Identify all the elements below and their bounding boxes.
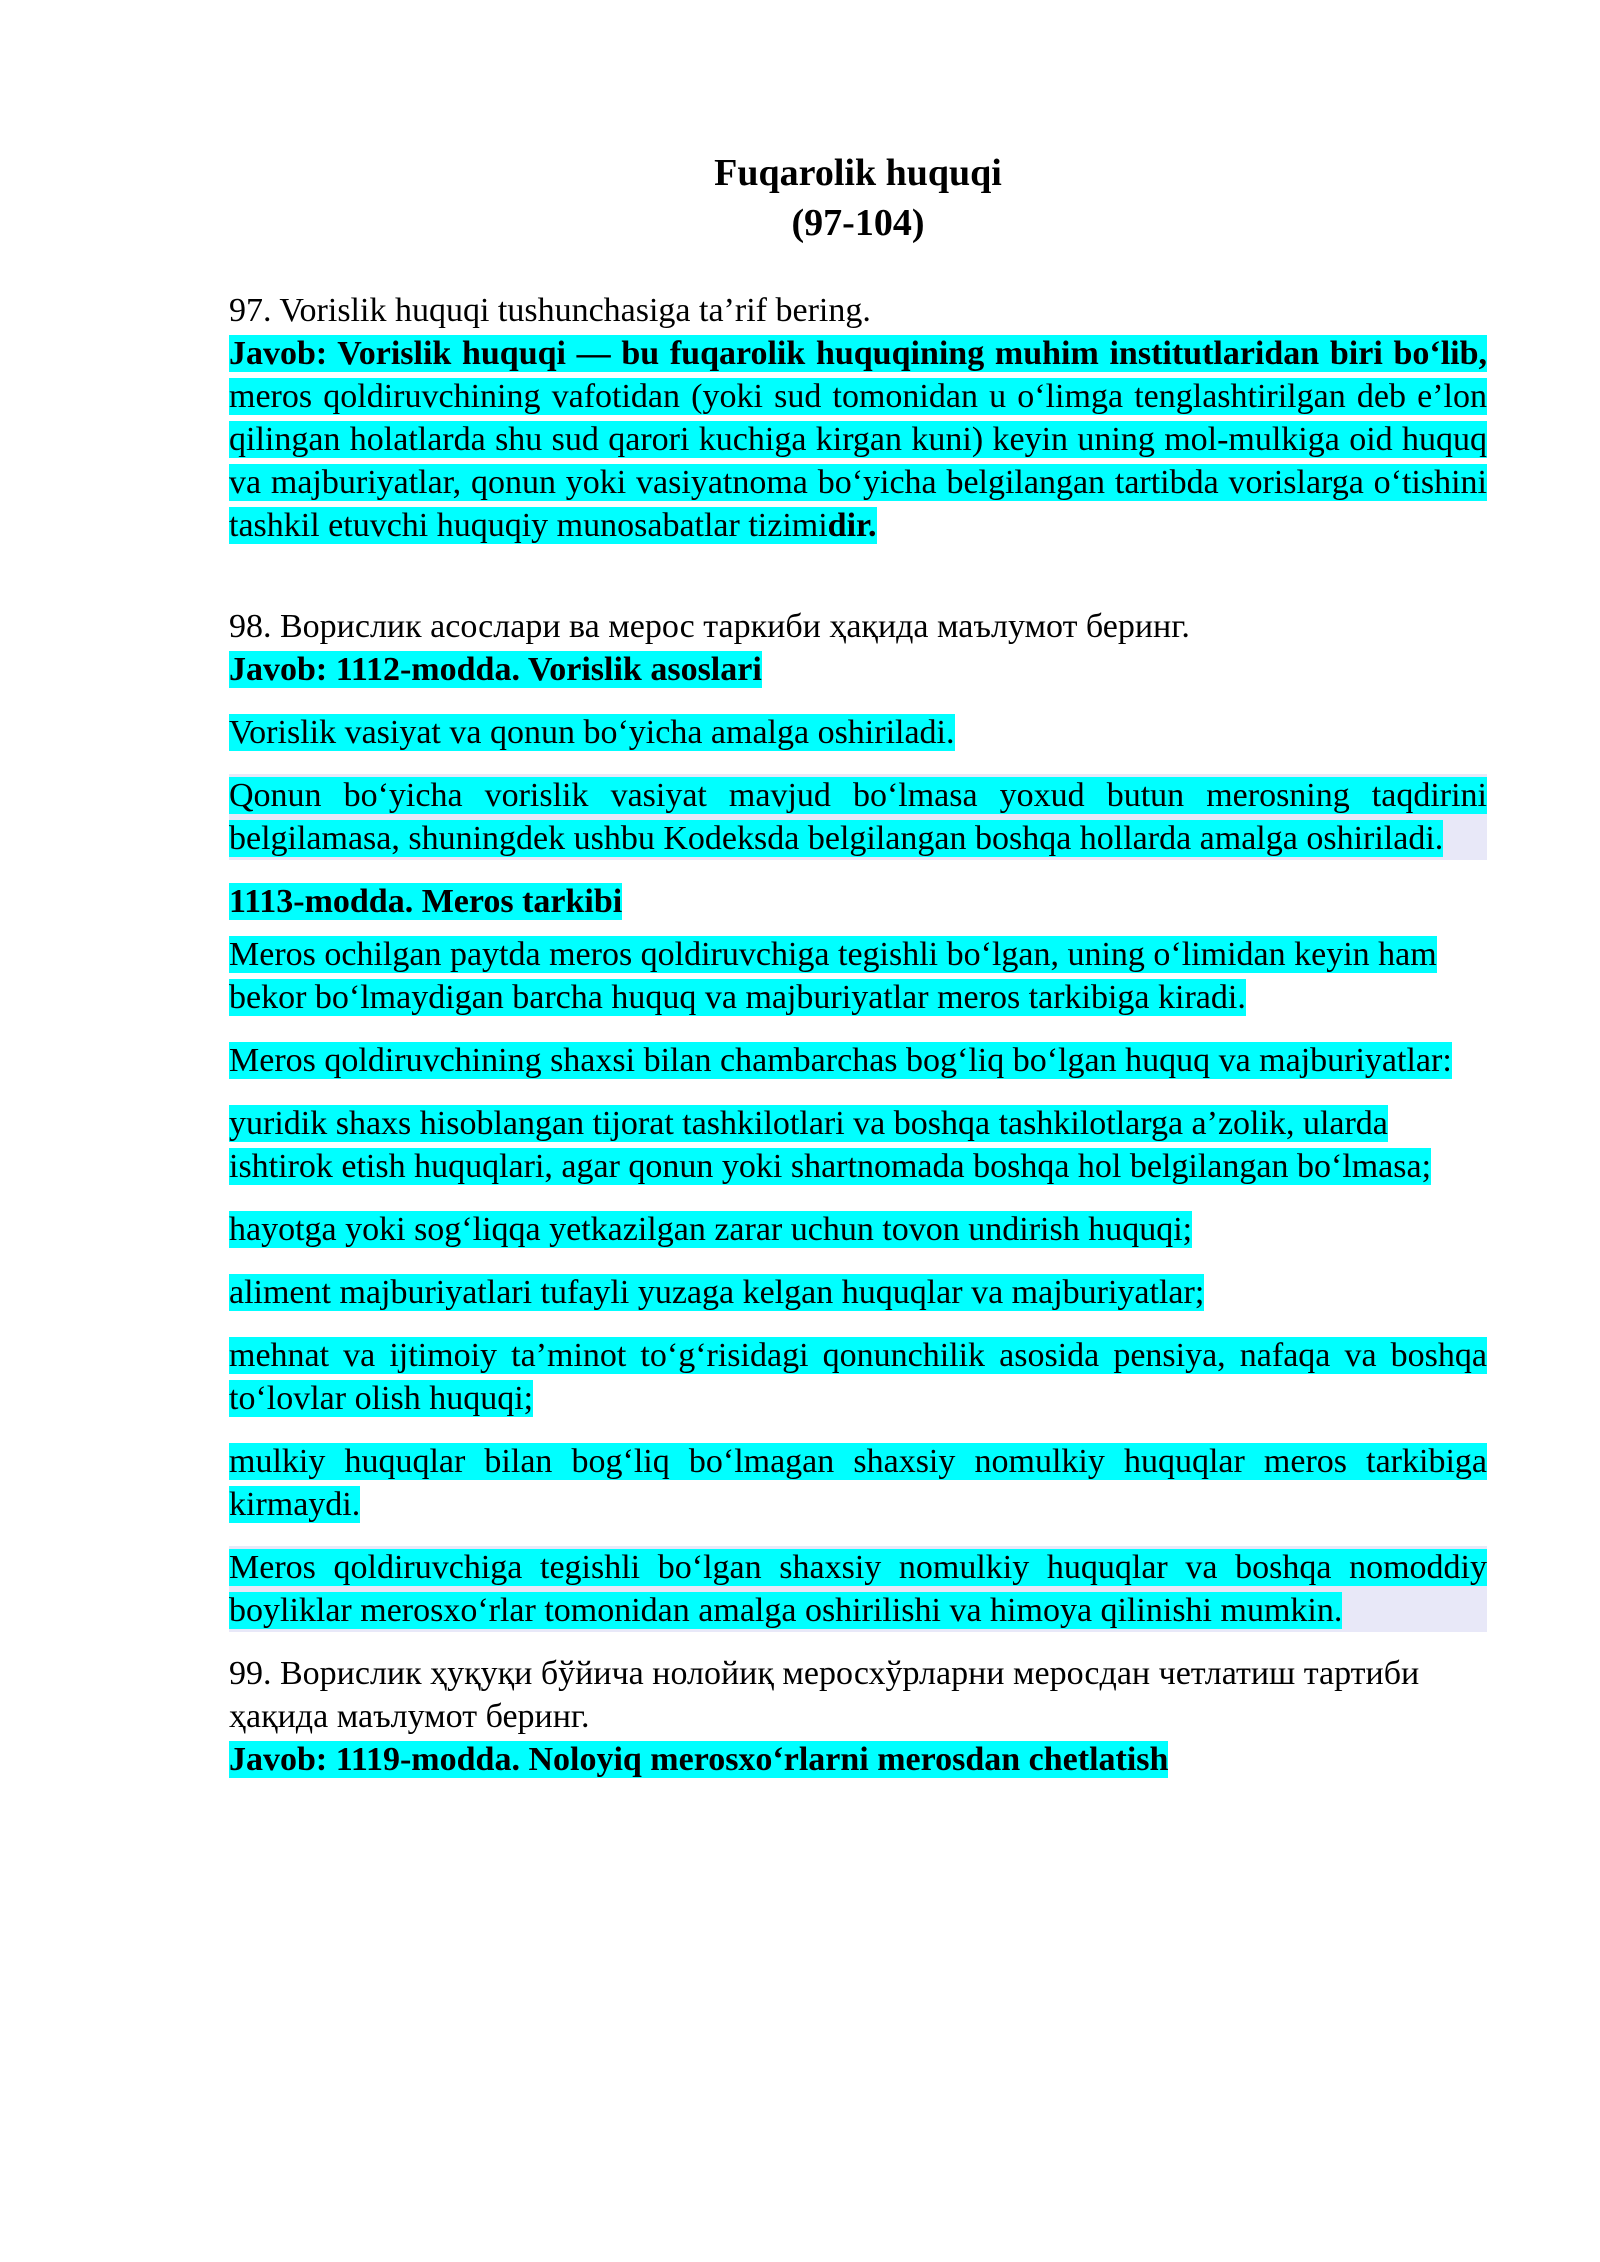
paragraph-98-7 [229,1271,1487,1314]
answer-99-heading [229,1738,1487,1781]
answer-97 [229,332,1487,547]
question-97: 97. Vorislik huquqi tushunchasiga ta’rif bering. [229,292,871,329]
article-1113-heading [229,880,1487,923]
answer-99-heading-text: Javob: 1119-modda. Noloyiq merosxo‘rlarni merosdan chetlatish [229,1741,1169,1778]
paragraph-98-10 [229,1546,1487,1632]
article-1113-heading-text: 1113-modda. Meros tarkibi [229,883,623,920]
answer-97-body: meros qoldiruvchining vafotidan (yoki sud tomonidan u o‘limga tenglashtirilgan deb e’lon qilingan holatlarda shu sud qarori kuchiga kirgan kuni) keyin uning mol-mulkiga oid huquq va majburiyatlar, qonun yoki vasiyatnoma bo‘yicha belgilangan tartibda vorislarga o‘tishini tashkil etuvchi huquqiy munosabatlar tizimi [229,378,1487,544]
paragraph-98-8-text: mehnat va ijtimoiy ta’minot to‘g‘risidagi qonunchilik asosida pensiya, nafaqa va boshqa to‘lovlar olish huquqi; [229,1337,1487,1417]
paragraph-98-8 [229,1334,1487,1420]
paragraph-98-6-text: hayotga yoki sog‘liqqa yetkazilgan zarar uchun tovon undirish huquqi; [229,1211,1193,1248]
answer-98-heading-text: Javob: 1112-modda. Vorislik asoslari [229,651,762,688]
title-line-2: (97-104) [791,202,925,244]
paragraph-98-3-text: Meros ochilgan paytda meros qoldiruvchiga tegishli bo‘lgan, uning o‘limidan keyin ham bekor bo‘lmaydigan barcha huquq va majburiyatlar meros tarkibiga kiradi. [229,936,1437,1016]
paragraph-98-9-text: mulkiy huquqlar bilan bog‘liq bo‘lmagan shaxsiy nomulkiy huquqlar meros tarkibiga kirmaydi. [229,1443,1487,1523]
paragraph-98-10-text: Meros qoldiruvchiga tegishli bo‘lgan shaxsiy nomulkiy huquqlar va boshqa nomoddiy boyliklar merosxo‘rlar tomonidan amalga oshirilishi va himoya qilinishi mumkin. [229,1549,1487,1629]
answer-97-end: dir. [827,507,877,544]
answer-97-lead: Javob: Vorislik huquqi — bu fuqarolik huquqining muhim institutlaridan biri bo‘lib, [229,335,1487,372]
paragraph-98-1 [229,711,1487,754]
paragraph-98-7-text: aliment majburiyatlari tufayli yuzaga kelgan huquqlar va majburiyatlar; [229,1274,1205,1311]
paragraph-98-5 [229,1102,1487,1188]
answer-98-heading [229,648,1487,691]
paragraph-98-3 [229,933,1487,1019]
document-page [229,148,1487,1781]
paragraph-98-1-text: Vorislik vasiyat va qonun bo‘yicha amalga oshiriladi. [229,714,955,751]
paragraph-98-2-text: Qonun bo‘yicha vorislik vasiyat mavjud bo‘lmasa yoxud butun merosning taqdirini belgilamasa, shuningdek ushbu Kodeksda belgilangan boshqa hollarda amalga oshiriladi. [229,777,1487,857]
paragraph-98-9 [229,1440,1487,1526]
paragraph-98-4 [229,1039,1487,1082]
title-line-1: Fuqarolik huquqi [714,152,1002,194]
paragraph-98-6 [229,1208,1487,1251]
paragraph-98-2 [229,774,1487,860]
document-title [229,148,1487,248]
paragraph-98-4-text: Meros qoldiruvchining shaxsi bilan chambarchas bog‘liq bo‘lgan huquq va majburiyatlar: [229,1042,1452,1079]
paragraph-98-5-text: yuridik shaxs hisoblangan tijorat tashkilotlari va boshqa tashkilotlarga a’zolik, ularda ishtirok etish huquqlari, agar qonun yoki shartnomada boshqa hol belgilangan bo‘lmasa; [229,1105,1432,1185]
question-99: 99. Ворислик ҳуқуқи бўйича нолойиқ меросхўрларни меросдан четлатиш тартиби ҳақида маълумот беринг. [229,1655,1420,1735]
question-98: 98. Ворислик асослари ва мерос таркиби ҳақида маълумот беринг. [229,608,1190,645]
